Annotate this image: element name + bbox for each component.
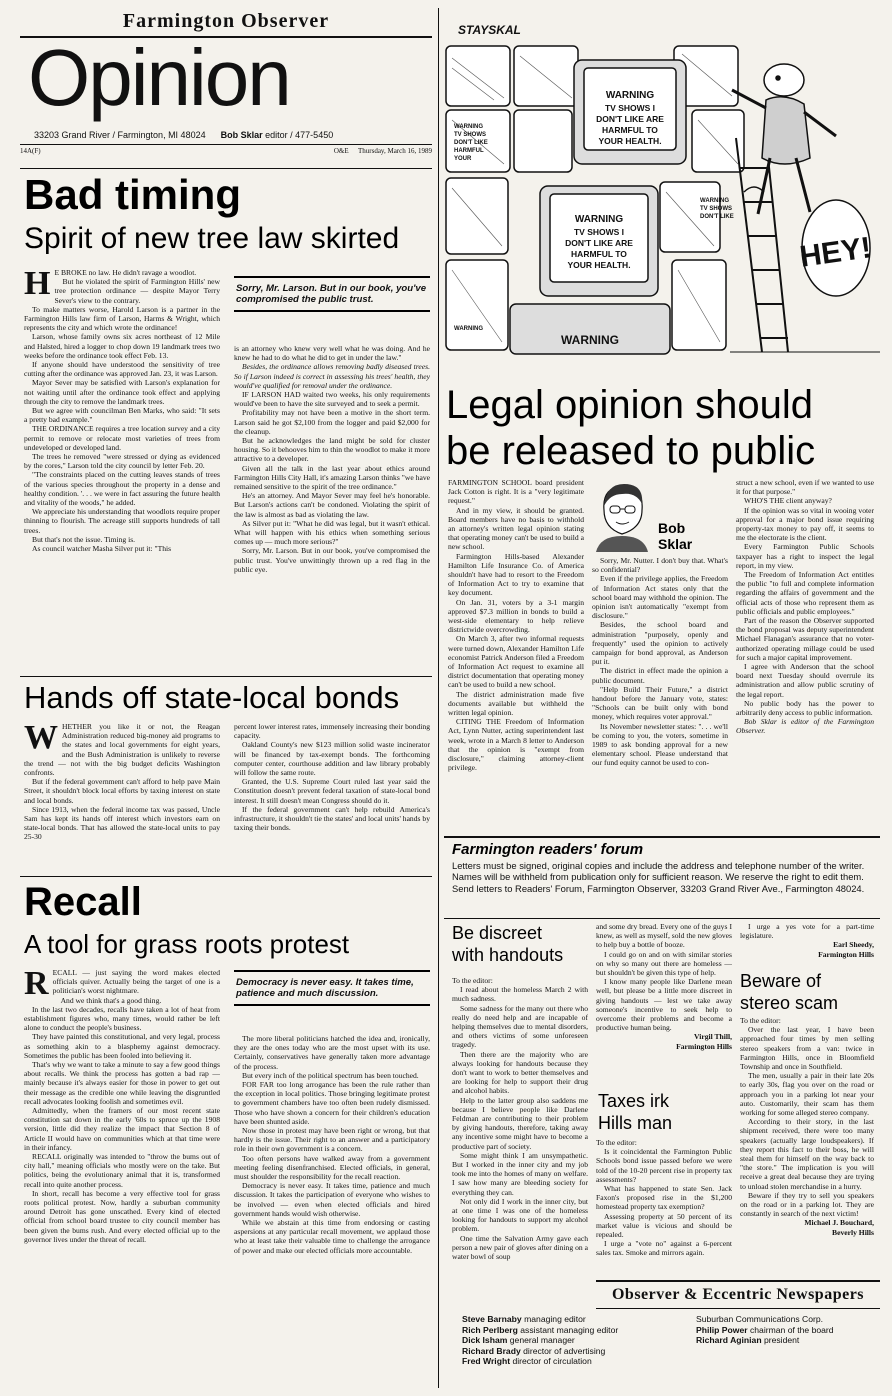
- bad-timing-c2p3: IF LARSON HAD waited two weeks, his only requirements would've been to have the site surveyed and to seek a permit.: [234, 390, 430, 409]
- staff-role: director of circulation: [512, 1356, 592, 1367]
- hands-off-p1: HETHER you like it or not, the Reagan Administration reduced big-money aid programs to the states and local governments for eight years, and the Bush Administration is unlikely to reverse the trend — not with the big budget deficits Washington confronts.: [24, 722, 220, 778]
- staff-name: Richard Aginian: [696, 1335, 762, 1346]
- recall-c2p7: While we abstain at this time from endorsing or casting aspersions at any particular recall movement, we applaud those who at least take their valuable time to challenge the arrogance of power and make our elected officials more accountable.: [234, 1218, 430, 1255]
- hands-off-col2: [234, 722, 430, 852]
- letter2-signer: Earl Sheedy,: [833, 940, 874, 950]
- masthead-address: 33203 Grand River / Farmington, MI 48024: [34, 130, 206, 140]
- recall-pullquote: Democracy is never easy. It takes time, patience and much discussion.: [234, 970, 430, 1006]
- author-name-line1: Bob: [658, 520, 686, 536]
- hands-off-c2p1: percent lower interest rates, immensely increasing their bonding capacity.: [234, 722, 430, 741]
- letter3-signer: Michael J. Bouchard,: [804, 1218, 874, 1228]
- letter3-col: [740, 1016, 874, 1276]
- recall-c2p2: But every inch of the political spectrum has been touched.: [242, 1070, 419, 1080]
- hands-off-dropcap: W: [24, 722, 58, 756]
- legal-c2p3: Besides, the school board and administration "purposely, openly and frequently" used the opinion to actively campaign for bond approval, as Anderson put it.: [592, 620, 728, 667]
- cartoon-warning-b1: WARNING: [574, 214, 624, 225]
- recall-c2p1: The more liberal politicians hatched the idea and, ironically, they are the ones today who are the most upset with its use. Certainly, conservatives have generally taken more advantage of the process.: [234, 1034, 430, 1071]
- staff-corp: Suburban Communications Corp.: [696, 1314, 824, 1324]
- legal-headline-2: be released to public: [446, 429, 816, 473]
- legal-p2: And in my view, it should be granted. Board members have no basis to withhold an attorney's written legal opinion stating that operating money can't be used to build a new school.: [448, 505, 584, 552]
- letter1-head-1: Be discreet: [452, 923, 543, 943]
- bad-timing-c2p6: Given all the talk in the last year about ethics around Farmington Hills City Hall, it's amazing Larson thinks "we have remained sensitive to the spirit of the tree ordinance.": [234, 463, 430, 492]
- legal-c3p1: struct a new school, even if we wanted to use it for that purpose.": [736, 478, 874, 497]
- recall-subhead: A tool for grass roots protest: [24, 929, 350, 959]
- cartoon-warning-b4: HARMFUL TO: [571, 249, 627, 259]
- staff-role: chairman of the board: [749, 1324, 834, 1335]
- letter1-salutation: To the editor:: [452, 976, 493, 985]
- recall-p7: RECALL originally was intended to "throw the bums out of city hall," meaning officials who mostly were on the take. But politics, being the evolutionary animal that it is, transformed recall into quite another process.: [24, 1152, 220, 1189]
- folio: O&E: [333, 147, 349, 155]
- letter3-p4: Beware if they try to sell you speakers on the road or in a parking lot. They are constantly in search of the next victim!: [740, 1190, 874, 1219]
- staff-role: director of advertising: [523, 1345, 606, 1356]
- staff-name: Philip Power: [696, 1324, 748, 1335]
- bad-timing-headline: Bad timing: [24, 171, 241, 218]
- bad-timing-p2: But he violated the spirit of Farmington Hills' new tree protection ordinance — despite Mayor Terry Sever's view to the contrary.: [54, 277, 220, 305]
- letter1-p6: Not only did I work in the inner city, but at one time I was one of the homeless looking for handouts to support my alcohol problem.: [452, 1196, 588, 1234]
- recall-p5: That's why we want to take a minute to say a few good things about recalls. We think the process has gotten a bad rap — mainly because it's always easier for those in power to get out their message as the credible one while leaving the disgruntled recall advocates looking foolish and sometimes evil.: [24, 1060, 220, 1106]
- letter2-p1: Is it coincidental the Farmington Public Schools bond issue passed before we were told of the 10-20 percent rise in property tax assessments?: [596, 1147, 732, 1184]
- forum-intro: Letters must be signed, original copies and include the address and telephone number of the writer. Names will be withheld from publication only for sufficient reason. We reserve the right to edit them. Send letters to Readers' Forum, Farmington Observer, 33203 Grand River Ave., Farmington 48024.: [452, 860, 865, 894]
- legal-p3: Farmington Hills-based Alexander Hamilton Life Insurance Co. of America shouldn't have had to resort to the Freedom of Information Act to try to examine that key document.: [448, 551, 584, 598]
- recall-col2: [234, 1034, 430, 1388]
- bad-timing-dropcap: H: [24, 268, 51, 302]
- hands-off-c2p4: If the federal government can't help rebuild America's infrastructure, it shouldn't tie the states' and local units' hands by taxing their bonds.: [234, 804, 430, 833]
- bad-timing-col2: [234, 344, 430, 670]
- letter2-town: Farmington Hills: [818, 949, 874, 959]
- legal-c2p5: "Help Build Their Future," a district handout before the January vote, states: "Schools can be built only with bond money, which requires voter approval.": [592, 684, 728, 722]
- recall-headline: Recall: [24, 880, 142, 924]
- staff-name: Rich Perlberg: [462, 1324, 518, 1335]
- bad-timing-pullquote: Sorry, Mr. Larson. But in our book, you've compromised the public trust.: [234, 276, 430, 312]
- letter1-p1: I read about the homeless March 2 with much sadness.: [452, 985, 588, 1004]
- recall-p3: In the last two decades, recalls have taken a lot of heat from establishment figures who, many times, would rather be left alone to conduct the people's business.: [24, 1004, 220, 1033]
- staff-role: assistant managing editor: [520, 1324, 619, 1335]
- recall-c2p4: Now those in protest may have been right or wrong, but that hardly is the issue. Their right to an answer and a participatory role in their own government is a concern.: [234, 1126, 430, 1154]
- legal-p4: On Jan. 31, voters by a 3-1 margin approved $7.3 million in bonds to build a west-side elementary to help relieve districtwide overcrowding.: [448, 597, 584, 635]
- legal-tagline: Bob Sklar is editor of the Farmington Observer.: [736, 717, 874, 736]
- legal-p7: CITING THE Freedom of Information Act, Lynn Nutter, acting superintendent last week, wrote in a March 8 letter to Anderson that the opinion is "exempt from disclosure," claiming attorney-client privilege.: [448, 717, 584, 773]
- bad-timing-subhead: Spirit of new tree law skirted: [24, 222, 400, 255]
- staff-row: [696, 1325, 880, 1336]
- bad-timing-p1: E BROKE no law. He didn't ravage a woodlot.: [54, 268, 197, 277]
- bad-timing-c2p8: As Silver put it: "What he did was legal, but it wasn't ethical. What will happen with his ethics when something serious comes up — much more serious?": [234, 518, 430, 547]
- legal-c3p5: The Freedom of Information Act entitles the public "to full and complete information regarding the affairs of government and the official acts of those who represent them as public officials and public employees.": [736, 570, 874, 616]
- hands-off-c2p3: Granted, the U.S. Supreme Court ruled last year said the Constitution doesn't prevent federal taxation of state-local bond interest. It still doesn't mean Congress should do it.: [234, 777, 430, 805]
- legal-c3p8: No public body has the power to arbitrarily deny access to public information.: [736, 698, 874, 718]
- staff-role: managing editor: [524, 1314, 586, 1324]
- legal-c2p4: The district in effect made the opinion a public document.: [592, 666, 728, 685]
- letter2-p3: Assessing property at 50 percent of its market value is vicious and should be repealed.: [596, 1211, 732, 1240]
- hands-off-p2: But if the federal government can't afford to help pave Main Street, it shouldn't block local efforts by taxing interest on state and local bonds.: [24, 777, 220, 805]
- bad-timing-c2p7: He's an attorney. And Mayor Sever may feel he's honorable. But Larson's actions can't be condoned. Violating the spirit of the law is almost as bad as violating the law.: [234, 491, 430, 519]
- bad-timing-p3: To make matters worse, Harold Larson is a partner in the Farmington Hills law firm of Larson, Harms & Wright, which represents the city and which wrote the ordinance!: [24, 304, 220, 333]
- staff-row: [462, 1356, 722, 1367]
- cartoon-warning-4: HARMFUL TO: [602, 125, 658, 135]
- letter1-c2p2: I could go on and on with similar stories on why so many out there are homeless — but shouldn't be given this type of help.: [596, 949, 732, 978]
- editorial-cartoon: [444, 8, 880, 358]
- legal-c2p1: Sorry, Mr. Nutter. I don't buy that. What's so confidential?: [592, 556, 728, 575]
- recall-c2p5: Too often persons have walked away from a government meeting feeling disenfranchised. Elected officials, in general, must shoulder the responsibility for the recall reaction.: [234, 1153, 430, 1182]
- letter3-head-2: stereo scam: [740, 993, 839, 1013]
- cartoon-warning-b3: DON'T LIKE ARE: [565, 238, 633, 248]
- letter1-p7: One time the Salvation Army gave each person a new pair of gloves after dining on a water bowl of soup: [452, 1233, 588, 1262]
- cartoon-illustration: [444, 8, 880, 358]
- letter2-cont: [740, 922, 874, 968]
- staff-name: Steve Barnaby: [462, 1314, 522, 1324]
- cartoon-bubble-text: HEY!: [797, 231, 874, 274]
- letter2-c2p1: I urge a yes vote for a part-time legislature.: [740, 922, 874, 941]
- staff-row: [462, 1314, 722, 1325]
- legal-p1: FARMINGTON SCHOOL board president Jack Cotton is right. It is a "very legitimate request.": [448, 478, 584, 506]
- cartoon-side-8: DON'T LIKE: [700, 214, 734, 220]
- legal-c2p6: Its November newsletter states: ". . . we'll be coming to you, the voters, sometime in 1989 to ask bonding approval for a new elementary school. Please understand that our fund equity cannot be used to con-: [592, 721, 728, 768]
- bad-timing-p7: But we agree with councilman Ben Marks, who said: "It sets a pretty bad example.": [24, 406, 220, 425]
- cartoon-warning-b2: TV SHOWS I: [573, 227, 625, 237]
- bad-timing-p8: THE ORDINANCE requires a tree location survey and a city permit to remove or relocate most varieties of trees from undeveloped or developed land.: [24, 424, 220, 452]
- cartoon-side-2: TV SHOWS: [454, 132, 487, 138]
- bad-timing-p5: If anyone should have understood the sensitivity of tree cutting after the ordinance was approved Jan. 23, it was Larson.: [24, 360, 220, 379]
- cartoon-side-5: YOUR: [454, 156, 472, 162]
- recall-p4: They have painted this constitutional, and very legal, process as something akin to a blasphemy against democracy. Sometimes the public has been fooled into believing it.: [24, 1032, 220, 1060]
- cartoon-warning-3: DON'T LIKE ARE: [596, 114, 664, 124]
- bad-timing-c2p9: Sorry, Mr. Larson. But in our book, you've compromised the public trust. You've unwittingly thrown up a red flag in the public eye.: [234, 546, 430, 574]
- letter1-c2p1: and some dry bread. Every one of the guys I knew, as well as myself, sold the new gloves to help buy a bottle of booze.: [596, 922, 732, 950]
- letter3-p1: Over the last year, I have been approached four times by men selling stereo speakers from a van: twice in Farmington Hills, once in Bloomfield Township and once in Southfield.: [740, 1025, 874, 1072]
- legal-p6: The district administration made five documents available but withheld the written legal opinion.: [448, 689, 584, 718]
- letter1-p5: Some might think I am unsympathetic. But I worked in the inner city and my job took me into the homes of many on welfare. I saw how many are bleeding society for everything they can.: [452, 1150, 588, 1197]
- legal-headline-1: Legal opinion should: [446, 383, 813, 427]
- cartoon-warning-2: TV SHOWS I: [604, 103, 656, 113]
- letter2-p4: I urge a "vote no" against a 6-percent sales tax. Smoke and mirrors again.: [596, 1239, 732, 1258]
- staff-row: [696, 1335, 880, 1346]
- hands-off-col1: [24, 722, 220, 852]
- recall-p6: Admittedly, when the framers of our most recent state constitution sat down in the early '60s to spruce up the 1908 version, little did they realize the impact that Section 8 of Article II would have on communities which at that time were in their infancy.: [24, 1106, 220, 1152]
- staff-left: [462, 1314, 722, 1367]
- letter1-col2: [596, 922, 732, 1088]
- legal-col3: [736, 478, 874, 832]
- cartoon-warning-b5: YOUR HEALTH.: [567, 260, 631, 270]
- recall-c2p6: Democracy is never easy. It takes time, patience and much discussion. It takes the participation of everyone who wishes to be involved — even when elected officials and hired government hands would wish otherwise.: [234, 1181, 430, 1218]
- cartoon-side-4: HARMFUL: [454, 148, 484, 154]
- staff-name: Richard Brady: [462, 1345, 521, 1356]
- letter1-p4: Help to the latter group also saddens me because I believe people like Darlene Feldman are contributing to their problem by giving handouts, therefore, taking away any incentive some might have to become a productive part of society.: [452, 1095, 588, 1151]
- bad-timing-p10: "The constraints placed on the cutting leaves stands of trees of the various species throughout the property in a dense and healthy condition. '. . . we were in fact assuring the future health and vitality of the woods," he added.: [24, 470, 220, 508]
- bad-timing-col1: [24, 268, 220, 670]
- bad-timing-c2p1: is an attorney who knew very well what he was doing. And he knew he had to do what he did to get in under the law.": [234, 344, 430, 363]
- staff-role: general manager: [509, 1335, 575, 1346]
- letter2-p2: What has happened to state Sen. Jack Faxon's proposed rise in the $1,200 homestead property tax exemption?: [596, 1184, 732, 1212]
- recall-p2: And we think that's a good thing.: [60, 995, 162, 1005]
- recall-col1: [24, 968, 220, 1388]
- section-title: Opinion: [28, 33, 290, 122]
- legal-col1: [448, 478, 584, 832]
- legal-c3p6: Part of the reason the Observer supported the bond proposal was deputy superintendent Michael Flanagan's assurance that no voter-authorized operating millage could be used for such a major capital improvement.: [736, 616, 874, 662]
- hands-off-c2p2: Oakland County's new $123 million solid waste incinerator will be financed by tax-exempt bonds. The forthcoming computer center, courthouse addition and law library probably will follow the same route.: [234, 740, 430, 778]
- legal-p5: On March 3, after two informal requests were turned down, Alexander Hamilton Life economist Patrick Anderson filed a Freedom of Information Act request to examine all district documentation that operating money can't be used to build a new school.: [448, 634, 584, 690]
- masthead-editor-name: Bob Sklar: [220, 130, 263, 140]
- letter1-c2p3: I know many people like Darlene mean well, but please be a little more discreet in giving handouts — lest we take away someone's incentive to seek help to overcome their problems and become a productive human being.: [596, 977, 732, 1033]
- staff-banner: Observer & Eccentric Newspapers: [611, 1286, 865, 1303]
- recall-p1: ECALL — just saying the word makes elected officials quiver. Actually being the target of one is a politician's worst nightmare.: [52, 968, 220, 996]
- staff-role: president: [763, 1335, 800, 1346]
- bad-timing-p11: We appreciate his understanding that woodlots require proper thinning to flourish. The acreage still supports hundreds of tall trees.: [24, 507, 220, 535]
- legal-c3p2: WHO'S THE client anyway?: [744, 496, 832, 506]
- author-photo: [592, 480, 652, 552]
- author-name-line2: Sklar: [658, 536, 693, 552]
- cartoon-side-1: WARNING: [454, 124, 483, 130]
- hands-off-headline: Hands off state-local bonds: [24, 680, 400, 715]
- author-portrait-icon: [592, 480, 652, 552]
- letter1-p3: Then there are the majority who are always looking for handouts because they don't want to work to better themselves and are looking for help to support their drug and alcohol habits.: [452, 1049, 588, 1096]
- staff-row: [462, 1346, 722, 1357]
- letter3-head-1: Beware of: [740, 971, 822, 991]
- bad-timing-c2p5: But he acknowledges the land might be sold for cluster housing. So it behooves him to thin the woodlot to make it more attractive to a developer.: [234, 436, 430, 464]
- staff-right: [696, 1314, 880, 1346]
- legal-c3p7: I agree with Anderson that the school board next Tuesday should overrule its administration and allow public scrutiny of the legal report.: [736, 662, 874, 699]
- letter2-head-1: Taxes irk: [598, 1091, 670, 1111]
- letter2-head-2: Hills man: [598, 1113, 673, 1133]
- staff-row: [462, 1335, 722, 1346]
- cartoon-warning-5: YOUR HEALTH.: [598, 136, 662, 146]
- recall-c2p3: FOR FAR too long arrogance has been the rule rather than the exception in local politics. Those bringing legitimate protest to government chambers have too often been rudely dismissed. Those who have shown a concern for their children's education have been shunted aside.: [234, 1080, 430, 1126]
- cartoon-side-3: DON'T LIKE: [454, 140, 488, 146]
- recall-dropcap: R: [24, 968, 49, 1002]
- hands-off-p3: Since 1913, when the federal income tax was passed, Uncle Sam has kept its hands off interest which investors earn on state-local bonds. That has allowed the state-local units to pay 25-30: [24, 804, 220, 842]
- staff-name: Dick Isham: [462, 1335, 508, 1346]
- letter1-head-2: with handouts: [452, 945, 564, 965]
- letter1-town: Farmington Hills: [676, 1041, 732, 1051]
- bad-timing-c2p2: Besides, the ordinance allows removing badly diseased trees. So if Larson indeed is correct in assessing his trees' health, they would've qualified for removal under the ordinance.: [234, 362, 430, 390]
- staff-name: Fred Wright: [462, 1356, 511, 1367]
- staff-row: [462, 1325, 722, 1336]
- letter3-salutation: To the editor:: [740, 1016, 781, 1025]
- bad-timing-p12: But that's not the issue. Timing is.: [32, 534, 136, 544]
- cartoon-signature: STAYSKAL: [458, 23, 521, 37]
- recall-p8: In short, recall has become a very effective tool for grass roots political protest. Now, hardly a suburban community around Detroit has gone unscathed. Every kind of elected official from school board trustee to city council member has been given the bums rush. And every elected official up to the governor lives under the threat of recall.: [24, 1188, 220, 1244]
- bad-timing-p6: Mayor Sever may be satisfied with Larson's explanation for not waiting until after the ordinance took effect and applying through the city to remove the landmark trees.: [24, 378, 220, 406]
- letter2-col: [596, 1138, 732, 1274]
- letter3-p3: According to their story, in the last shipment received, there were too many speakers (actually large loudspeakers). If they report this fact to their boss, he will steal them for himself on the way back to "the store." The implication is you will receive a great deal because they are trying to unload stolen merchandise in a hurry.: [740, 1117, 874, 1191]
- legal-c3p4: Every Farmington Public Schools taxpayer has a right to inspect the legal report, in my view.: [736, 542, 874, 570]
- letter3-p2: The men, usually a pair in their late 20s to early 30s, flag you over on the road or approach you in a parking lot near your auto. Customarily, their scam has them working for some alleged stereo company.: [740, 1071, 874, 1118]
- forum-title: Farmington readers' forum: [452, 841, 644, 858]
- legal-c3p3: If the opinion was so vital in wooing voter approval for a major bond issue requiring property-tax money to pay off, it seems to me the electorate is the client.: [736, 505, 874, 543]
- cartoon-warning-bottom: WARNING: [561, 333, 619, 347]
- cartoon-warning-1: WARNING: [605, 90, 655, 101]
- cartoon-side-9: WARNING: [454, 326, 483, 332]
- letter2-salutation: To the editor:: [596, 1138, 637, 1147]
- letter1-signer: Virgil Thill,: [694, 1032, 732, 1042]
- masthead: [20, 8, 432, 158]
- issue-date: Thursday, March 16, 1989: [357, 147, 432, 155]
- bad-timing-c2p4: Profitability may not have been a motive in the short term. Larson said he got $2,100 from the logger and paid $2,000 for the cleanup.: [234, 408, 430, 436]
- page-number: 14A(F): [20, 147, 41, 155]
- bad-timing-p4: Larson, whose family owns six acres northeast of 12 Mile and Halsted, hired a logger to chop down 19 landmark trees two weeks before the ordinance took effect Feb. 13.: [24, 332, 220, 360]
- bad-timing-p9: The trees he removed "were stressed or dying as evidenced by the cores," Larson told the city council by letter Feb. 20.: [24, 452, 220, 471]
- letter1-p2: Some sadness for the many out there who really do need help and are incapable of helping themselves due to mental disorders, and others victims of some unforeseen tragedy.: [452, 1003, 588, 1050]
- cartoon-side-6: WARNING: [700, 198, 729, 204]
- bad-timing-p13: As council watcher Masha Silver put it: "This: [32, 544, 172, 554]
- masthead-editor-role: editor / 477-5450: [265, 130, 334, 140]
- legal-col2: [592, 556, 728, 832]
- cartoon-side-7: TV SHOWS: [700, 206, 733, 212]
- letter3-town: Beverly Hills: [832, 1227, 874, 1237]
- legal-c2p2: Even if the privilege applies, the Freedom of Information Act states only that the school board may withhold the opinion. The opinion isn't automatically "exempt from disclosure.": [592, 574, 728, 621]
- paper-name: Farmington Observer: [122, 10, 330, 32]
